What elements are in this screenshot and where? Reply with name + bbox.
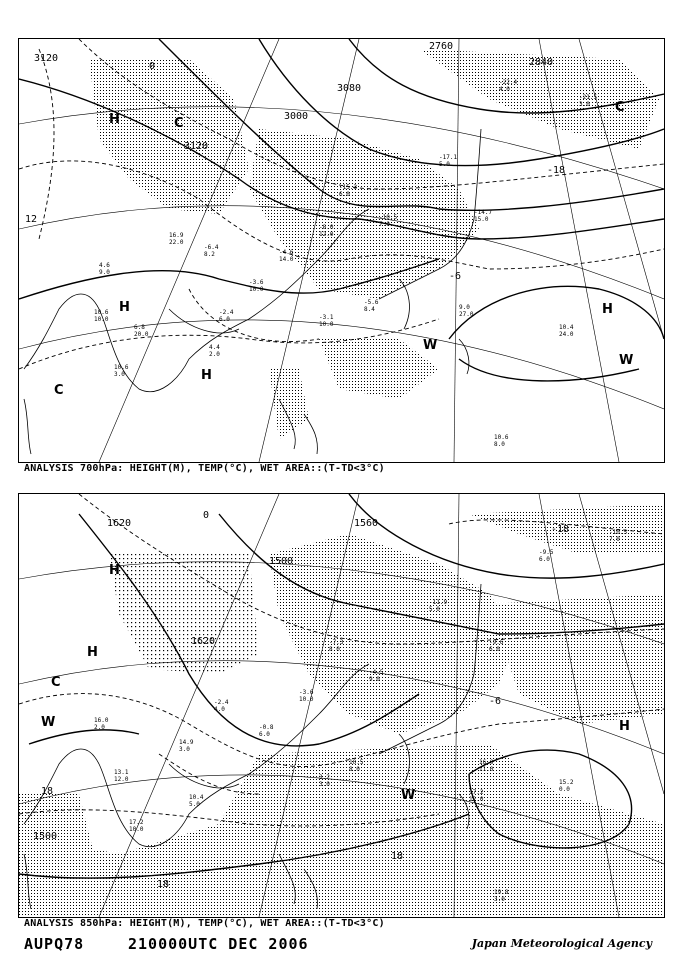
center-label: H <box>602 302 613 317</box>
temp-label: 18 <box>157 879 170 890</box>
svg-text:5.0: 5.0 <box>189 801 200 808</box>
temp-label: -18 <box>547 165 566 176</box>
center-label: H <box>109 112 120 127</box>
svg-text:5.0: 5.0 <box>439 161 450 168</box>
temp-label: 0 <box>149 61 156 72</box>
svg-text:-3.1: -3.1 <box>319 314 334 321</box>
svg-text:10.0: 10.0 <box>299 696 314 703</box>
svg-text:3.0: 3.0 <box>319 781 330 788</box>
svg-text:8.2: 8.2 <box>204 251 215 258</box>
height-label: 1500 <box>269 556 294 567</box>
svg-text:11.0: 11.0 <box>479 766 494 773</box>
svg-text:16.0: 16.0 <box>94 717 109 724</box>
svg-text:-4.6: -4.6 <box>279 249 294 256</box>
svg-text:8.0: 8.0 <box>349 766 360 773</box>
svg-text:17.2: 17.2 <box>129 819 144 826</box>
svg-text:8.4: 8.4 <box>364 306 375 313</box>
map-panel-850hpa <box>18 493 665 918</box>
height-label: 1620 <box>107 518 132 529</box>
svg-text:-5.6: -5.6 <box>364 299 379 306</box>
svg-text:-21.5: -21.5 <box>579 94 598 101</box>
center-label: W <box>423 338 438 353</box>
svg-text:6.0: 6.0 <box>219 316 230 323</box>
svg-text:3.0: 3.0 <box>114 371 125 378</box>
svg-text:9.0: 9.0 <box>369 676 380 683</box>
svg-text:-3.6: -3.6 <box>249 279 264 286</box>
temp-label: -18 <box>551 524 570 535</box>
height-label: 3080 <box>337 83 362 94</box>
svg-text:5.0: 5.0 <box>429 606 440 613</box>
center-label: C <box>51 675 61 690</box>
svg-text:-15.3: -15.3 <box>339 184 358 191</box>
caption-700hpa: ANALYSIS 700hPa: HEIGHT(M), TEMP(°C), WET AREA::(T-TD<3°C) <box>24 463 385 474</box>
svg-text:9.0: 9.0 <box>459 304 470 311</box>
svg-text:8.0: 8.0 <box>494 441 505 448</box>
svg-text:-11.9: -11.9 <box>429 599 448 606</box>
svg-text:-9.6: -9.6 <box>489 639 504 646</box>
height-label: 1620 <box>191 636 216 647</box>
center-label: H <box>619 719 630 734</box>
svg-text:3.0: 3.0 <box>179 746 190 753</box>
svg-text:12.0: 12.0 <box>469 796 484 803</box>
height-label: 3120 <box>184 141 209 152</box>
svg-text:14.9: 14.9 <box>179 739 194 746</box>
svg-text:10.4: 10.4 <box>559 324 574 331</box>
svg-text:-3.6: -3.6 <box>299 689 314 696</box>
valid-time: 210000UTC DEC 2006 <box>128 935 309 953</box>
svg-text:-22.4: -22.4 <box>499 79 518 86</box>
height-label: 2840 <box>529 57 554 68</box>
svg-text:27.0: 27.0 <box>459 311 474 318</box>
svg-text:-7.3: -7.3 <box>329 639 344 646</box>
svg-text:10.0: 10.0 <box>94 316 109 323</box>
svg-text:-9.5: -9.5 <box>539 549 554 556</box>
caption-850hpa: ANALYSIS 850hPa: HEIGHT(M), TEMP(°C), WET AREA::(T-TD<3°C) <box>24 918 385 929</box>
chart-code: AUPQ78 <box>24 935 85 953</box>
svg-text:10.0: 10.0 <box>249 286 264 293</box>
center-label: H <box>201 368 212 383</box>
svg-text:-10.5: -10.5 <box>609 529 628 536</box>
svg-text:-4.5: -4.5 <box>369 669 384 676</box>
svg-text:0.0: 0.0 <box>559 786 570 793</box>
center-label: H <box>109 563 120 578</box>
temp-label: 0 <box>203 510 210 521</box>
svg-text:15.0: 15.0 <box>474 216 489 223</box>
svg-text:6.0: 6.0 <box>539 556 550 563</box>
center-label: C <box>615 100 625 115</box>
svg-text:15.2: 15.2 <box>559 779 574 786</box>
svg-text:4.0: 4.0 <box>499 86 510 93</box>
center-label: W <box>401 788 416 803</box>
svg-text:16.9: 16.9 <box>169 232 184 239</box>
map-850hpa-svg <box>19 494 664 917</box>
svg-text:6.8: 6.8 <box>134 324 145 331</box>
height-label: 1500 <box>33 831 58 842</box>
svg-text:14.0: 14.0 <box>279 256 294 263</box>
svg-text:7.0: 7.0 <box>609 536 620 543</box>
svg-text:2.0: 2.0 <box>94 724 105 731</box>
svg-text:-8.0: -8.0 <box>319 224 334 231</box>
svg-text:4.6: 4.6 <box>99 262 110 269</box>
temp-label: 18 <box>41 786 54 797</box>
svg-text:24.0: 24.0 <box>559 331 574 338</box>
svg-text:10.6: 10.6 <box>494 434 509 441</box>
center-label: H <box>87 645 98 660</box>
svg-text:10.0: 10.0 <box>129 826 144 833</box>
svg-text:20.0: 20.0 <box>134 331 149 338</box>
svg-text:22.0: 22.0 <box>169 239 184 246</box>
map-panel-700hpa <box>18 38 665 463</box>
temp-label: 12 <box>25 214 38 225</box>
svg-text:-2.4: -2.4 <box>219 309 234 316</box>
svg-text:-10.5: -10.5 <box>379 214 398 221</box>
center-label: W <box>619 353 634 368</box>
center-label: C <box>174 116 184 131</box>
svg-text:4.4: 4.4 <box>209 344 220 351</box>
svg-text:8.0: 8.0 <box>329 646 340 653</box>
agency-name: Japan Meteorological Agency <box>471 937 652 950</box>
svg-text:17.2: 17.2 <box>469 789 484 796</box>
svg-text:-14.7: -14.7 <box>474 209 493 216</box>
svg-text:16.0: 16.0 <box>479 759 494 766</box>
svg-text:-6.4: -6.4 <box>204 244 219 251</box>
center-label: W <box>41 715 56 730</box>
temp-label: -6 <box>449 271 462 282</box>
svg-text:-0.8: -0.8 <box>259 724 274 731</box>
height-label: 3000 <box>284 111 309 122</box>
svg-text:12.0: 12.0 <box>114 776 129 783</box>
temp-label: 18 <box>391 851 404 862</box>
svg-text:-2.4: -2.4 <box>214 699 229 706</box>
svg-text:3.0: 3.0 <box>579 101 590 108</box>
svg-text:10.5: 10.5 <box>349 759 364 766</box>
height-label: 3120 <box>34 53 59 64</box>
svg-text:3.0: 3.0 <box>494 896 505 903</box>
svg-text:12.0: 12.0 <box>319 231 334 238</box>
height-label: 2760 <box>429 41 454 52</box>
svg-text:6.0: 6.0 <box>259 731 270 738</box>
svg-text:6.0: 6.0 <box>489 646 500 653</box>
svg-text:2.0: 2.0 <box>209 351 220 358</box>
svg-text:4.0: 4.0 <box>214 706 225 713</box>
svg-text:-17.1: -17.1 <box>439 154 458 161</box>
temp-label: -6 <box>489 696 502 707</box>
svg-text:10.6: 10.6 <box>114 364 129 371</box>
svg-text:7.0: 7.0 <box>379 221 390 228</box>
svg-text:6.0: 6.0 <box>339 191 350 198</box>
svg-text:10.4: 10.4 <box>189 794 204 801</box>
height-label: 1560 <box>354 518 379 529</box>
map-700hpa-svg <box>19 39 664 462</box>
svg-text:3.2: 3.2 <box>319 774 330 781</box>
svg-text:13.1: 13.1 <box>114 769 129 776</box>
svg-text:19.8: 19.8 <box>494 889 509 896</box>
svg-text:10.6: 10.6 <box>94 309 109 316</box>
center-label: H <box>119 300 130 315</box>
svg-text:9.0: 9.0 <box>99 269 110 276</box>
svg-text:10.0: 10.0 <box>319 321 334 328</box>
center-label: C <box>54 383 64 398</box>
